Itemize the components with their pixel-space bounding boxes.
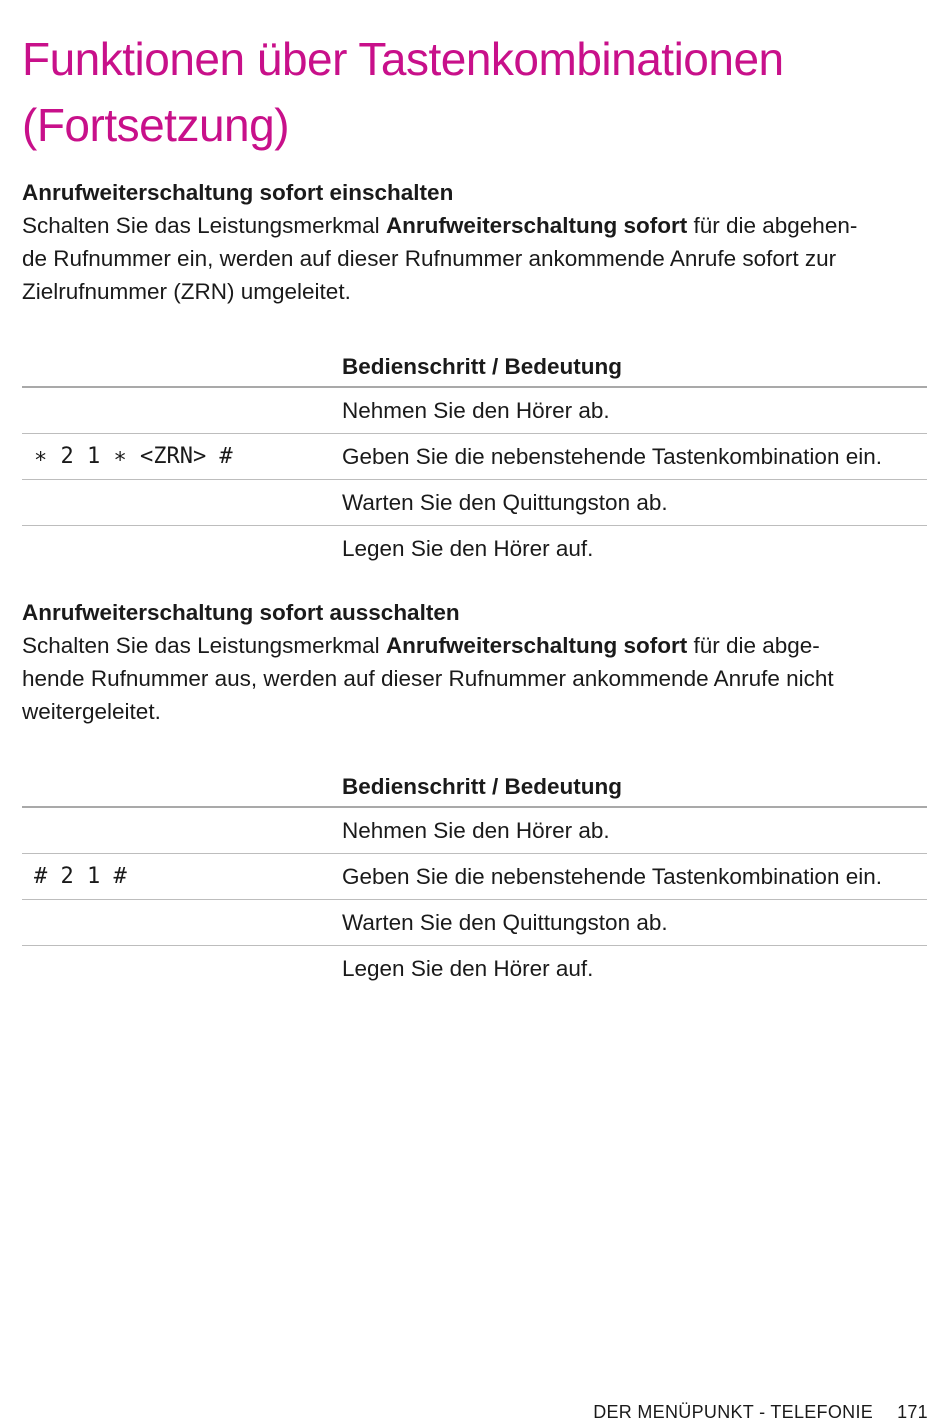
step-meaning: Geben Sie die nebenstehende Tastenkombination ein. [342, 434, 927, 480]
step-meaning: Nehmen Sie den Hörer ab. [342, 387, 927, 434]
key-combination: # 2 1 # [22, 854, 342, 900]
feature-name: Anrufweiterschaltung sofort [385, 213, 688, 238]
key-combination [22, 480, 342, 526]
key-combination [22, 946, 342, 992]
step-meaning: Warten Sie den Quittungston ab. [342, 480, 927, 526]
key-combination [22, 526, 342, 572]
step-meaning: Geben Sie die nebenstehende Tastenkombination ein. [342, 854, 927, 900]
table-row [22, 946, 927, 992]
step-meaning: Warten Sie den Quittungston ab. [342, 900, 927, 946]
table-header-row [22, 754, 927, 807]
table-row [22, 807, 927, 854]
key-combination [22, 387, 342, 434]
chapter-label: DER MENÜPUNKT - TELEFONIE [593, 1402, 874, 1422]
key-column-header [22, 754, 342, 807]
meaning-column-header: Bedienschritt / Bedeutung [342, 754, 927, 807]
meaning-column-header: Bedienschritt / Bedeutung [342, 334, 927, 387]
page-title-line-1: Funktionen über Tastenkombinationen [22, 33, 784, 85]
table-row [22, 526, 927, 572]
section-enable-forwarding [22, 176, 927, 308]
step-meaning: Legen Sie den Hörer auf. [342, 535, 594, 561]
table-row [22, 434, 927, 480]
key-combination [22, 900, 342, 946]
table-row [22, 480, 927, 526]
section-heading: Anrufweiterschaltung sofort einschalten [22, 180, 454, 205]
steps-table-enable [22, 334, 927, 571]
section-description: Schalten Sie das Leistungsmerkmal Anrufweiterschaltung sofort für die abgehen- de Rufnummer ein, werden auf dieser Rufnummer ankommende Anrufe sofort zur Zielrufnummer (ZRN) umgeleitet. [22, 213, 858, 304]
section-disable-forwarding [22, 596, 927, 728]
step-meaning: Legen Sie den Hörer auf. [342, 955, 594, 981]
table-header-row [22, 334, 927, 387]
section-description: Schalten Sie das Leistungsmerkmal Anrufweiterschaltung sofort für die abge- hende Rufnummer aus, werden auf dieser Rufnummer ankommende Anrufe nicht weitergeleitet. [22, 633, 834, 724]
table-row [22, 854, 927, 900]
page-footer [593, 1401, 928, 1423]
page-title [22, 26, 922, 158]
page-number: 171 [897, 1402, 928, 1422]
steps-table-disable [22, 754, 927, 991]
step-meaning: Nehmen Sie den Hörer ab. [342, 807, 927, 854]
key-combination [22, 807, 342, 854]
key-column-header [22, 334, 342, 387]
table-row [22, 900, 927, 946]
key-combination: ∗ 2 1 ∗ <ZRN> # [22, 434, 342, 480]
feature-name: Anrufweiterschaltung sofort [385, 633, 688, 658]
page-title-line-2: (Fortsetzung) [22, 99, 290, 151]
table-row [22, 387, 927, 434]
section-heading: Anrufweiterschaltung sofort ausschalten [22, 600, 460, 625]
